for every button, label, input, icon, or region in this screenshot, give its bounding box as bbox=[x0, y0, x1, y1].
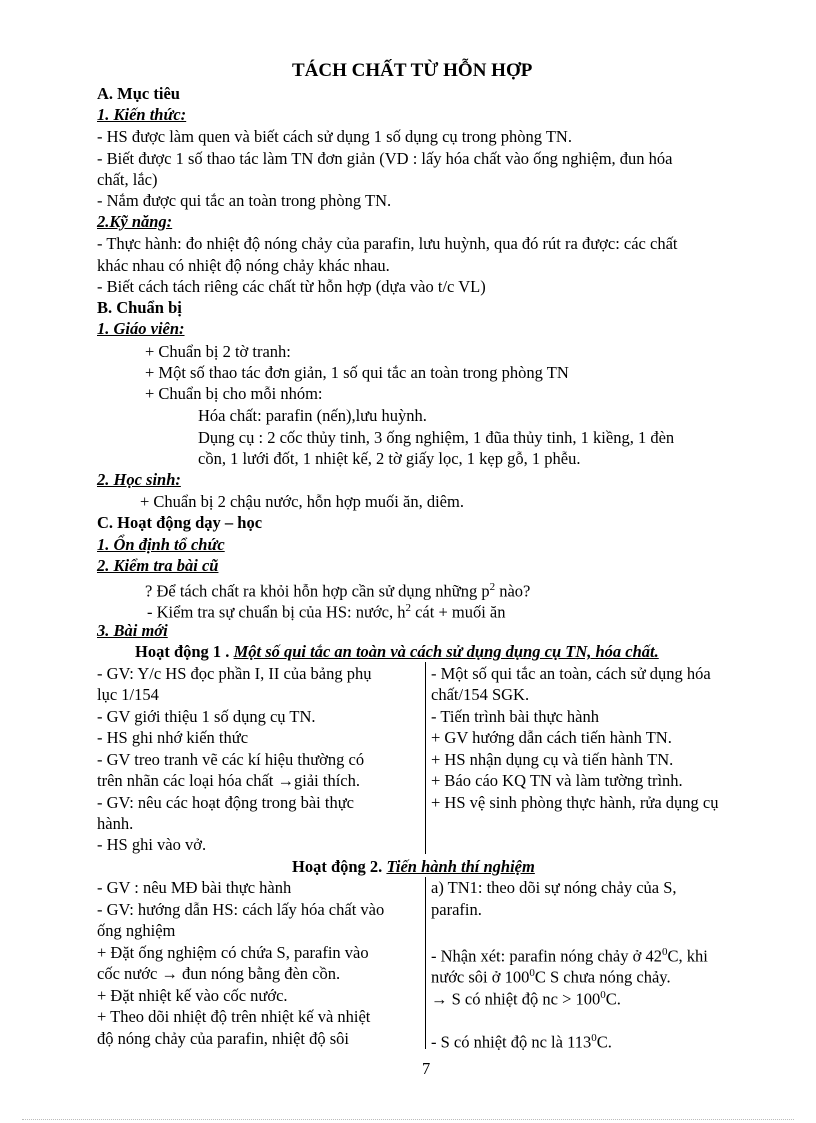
knowledge-line: - HS được làm quen và biết cách sử dụng 1 số dụng cụ trong phòng TN. bbox=[97, 127, 572, 146]
activity1-right-line: + Báo cáo KQ TN và làm tường trình. bbox=[431, 771, 683, 790]
student-heading: 2. Học sinh: bbox=[97, 470, 181, 489]
activity1-right-line: + HS nhận dụng cụ và tiến hành TN. bbox=[431, 750, 674, 769]
activity2-right-line: nước sôi ở $100^0C$ S chưa nóng chảy. bbox=[431, 967, 671, 987]
teacher-line: Hóa chất: parafin (nến),lưu huỳnh. bbox=[198, 406, 427, 425]
activity2-left-line: + Đặt ống nghiệm có chứa S, parafin vào bbox=[97, 943, 369, 962]
section-a-heading: A. Mục tiêu bbox=[97, 84, 180, 103]
activity1-left-line: - GV giới thiệu 1 số dụng cụ TN. bbox=[97, 707, 316, 726]
activity1-right-line: + HS vệ sinh phòng thực hành, rửa dụng cụ bbox=[431, 793, 719, 812]
activity2-right-line: → S có nhiệt độ nc > $100^0C$. bbox=[431, 989, 621, 1009]
activity1-left-line: trên nhãn các loại hóa chất →giải thích. bbox=[97, 771, 360, 790]
activity2-left-line: + Theo dõi nhiệt độ trên nhiệt kế và nhiệt bbox=[97, 1007, 371, 1026]
activity1-divider bbox=[425, 662, 426, 854]
activity1-left-line: - GV: nêu các hoạt động trong bài thực bbox=[97, 793, 354, 812]
teacher-line: Dụng cụ : 2 cốc thủy tinh, 3 ống nghiệm, 1 đũa thủy tinh, 1 kiềng, 1 đèn bbox=[198, 428, 675, 447]
activity2-left-line: + Đặt nhiệt kế vào cốc nước. bbox=[97, 986, 288, 1005]
review-question: ? Để tách chất ra khỏi hỗn hợp cần sử dụng những $p^2$ nào? bbox=[145, 581, 531, 601]
activity2-right-line: a) TN1: theo dõi sự nóng chảy của S, bbox=[431, 878, 677, 897]
activity1-right-line: chất/154 SGK. bbox=[431, 685, 530, 704]
knowledge-line: - Nắm được qui tắc an toàn trong phòng TN. bbox=[97, 191, 392, 210]
student-line: + Chuẩn bị 2 chậu nước, hỗn hợp muối ăn, diêm. bbox=[140, 492, 464, 511]
stabilize-heading: 1. Ổn định tổ chức bbox=[97, 535, 225, 554]
activity2-left-line: cốc nước → đun nóng bằng đèn cồn. bbox=[97, 964, 341, 983]
teacher-heading: 1. Giáo viên: bbox=[97, 319, 185, 338]
activity2-left-line: - GV : nêu MĐ bài thực hành bbox=[97, 878, 292, 897]
activity1-right-line: - Một số qui tắc an toàn, cách sử dụng hóa bbox=[431, 664, 711, 683]
review-check: - Kiểm tra sự chuẩn bị của HS: nước, $h^2$ cát + muối ăn bbox=[147, 602, 506, 622]
activity1-title: Hoạt động 1 . Một số qui tắc an toàn và cách sử dụng dụng cụ TN, hóa chất. bbox=[135, 642, 659, 661]
activity1-left-line: lục 1/154 bbox=[97, 685, 159, 704]
activity2-divider bbox=[425, 877, 426, 1049]
page-title: TÁCH CHẤT TỪ HỖN HỢP bbox=[292, 60, 533, 81]
activity1-right-line: - Tiến trình bài thực hành bbox=[431, 707, 599, 726]
section-c-heading: C. Hoạt động dạy – học bbox=[97, 513, 263, 532]
activity2-title: Hoạt động 2. Tiến hành thí nghiệm bbox=[292, 857, 535, 876]
teacher-line: cồn, 1 lưới đốt, 1 nhiệt kế, 2 tờ giấy lọc, 1 kẹp gỗ, 1 phễu. bbox=[198, 449, 581, 468]
activity2-left-line: độ nóng chảy của parafin, nhiệt độ sôi bbox=[97, 1029, 350, 1048]
teacher-line: + Chuẩn bị cho mỗi nhóm: bbox=[145, 384, 323, 403]
activity1-left-line: - GV: Y/c HS đọc phần I, II của bảng phụ bbox=[97, 664, 372, 683]
activity1-left-line: - HS ghi vào vở. bbox=[97, 835, 207, 854]
activity1-right-line: + GV hướng dẫn cách tiến hành TN. bbox=[431, 728, 672, 747]
new-lesson-heading: 3. Bài mới bbox=[97, 621, 168, 640]
review-heading: 2. Kiểm tra bài cũ bbox=[97, 556, 219, 575]
skills-heading: 2.Kỹ năng: bbox=[97, 212, 173, 231]
skills-line: - Thực hành: đo nhiệt độ nóng chảy của parafin, lưu huỳnh, qua đó rút ra được: các chất bbox=[97, 234, 678, 253]
skills-line: khác nhau có nhiệt độ nóng chảy khác nhau. bbox=[97, 256, 390, 275]
activity2-right-line: - S có nhiệt độ nc là $113^0C$. bbox=[431, 1032, 612, 1052]
teacher-line: + Một số thao tác đơn giản, 1 số qui tắc an toàn trong phòng TN bbox=[145, 363, 569, 382]
page-bottom-divider bbox=[22, 1119, 794, 1120]
knowledge-heading: 1. Kiến thức: bbox=[97, 105, 187, 124]
activity2-right-line: - Nhận xét: parafin nóng chảy ở $42^0C$, khi bbox=[431, 946, 708, 966]
knowledge-line: - Biết được 1 số thao tác làm TN đơn giản (VD : lấy hóa chất vào ống nghiệm, đun hóa bbox=[97, 149, 673, 168]
activity1-left-line: - HS ghi nhớ kiến thức bbox=[97, 728, 249, 747]
skills-line: - Biết cách tách riêng các chất từ hỗn hợp (dựa vào t/c VL) bbox=[97, 277, 486, 296]
activity2-left-line: ống nghiệm bbox=[97, 921, 176, 940]
knowledge-line: chất, lắc) bbox=[97, 170, 158, 189]
page-number: 7 bbox=[422, 1059, 431, 1078]
activity1-left-line: - GV treo tranh vẽ các kí hiệu thường có bbox=[97, 750, 365, 769]
section-b-heading: B. Chuẩn bị bbox=[97, 298, 182, 317]
activity2-left-line: - GV: hướng dẫn HS: cách lấy hóa chất vào bbox=[97, 900, 385, 919]
teacher-line: + Chuẩn bị 2 tờ tranh: bbox=[145, 342, 291, 361]
activity1-left-line: hành. bbox=[97, 814, 134, 833]
activity2-right-line: parafin. bbox=[431, 900, 482, 919]
